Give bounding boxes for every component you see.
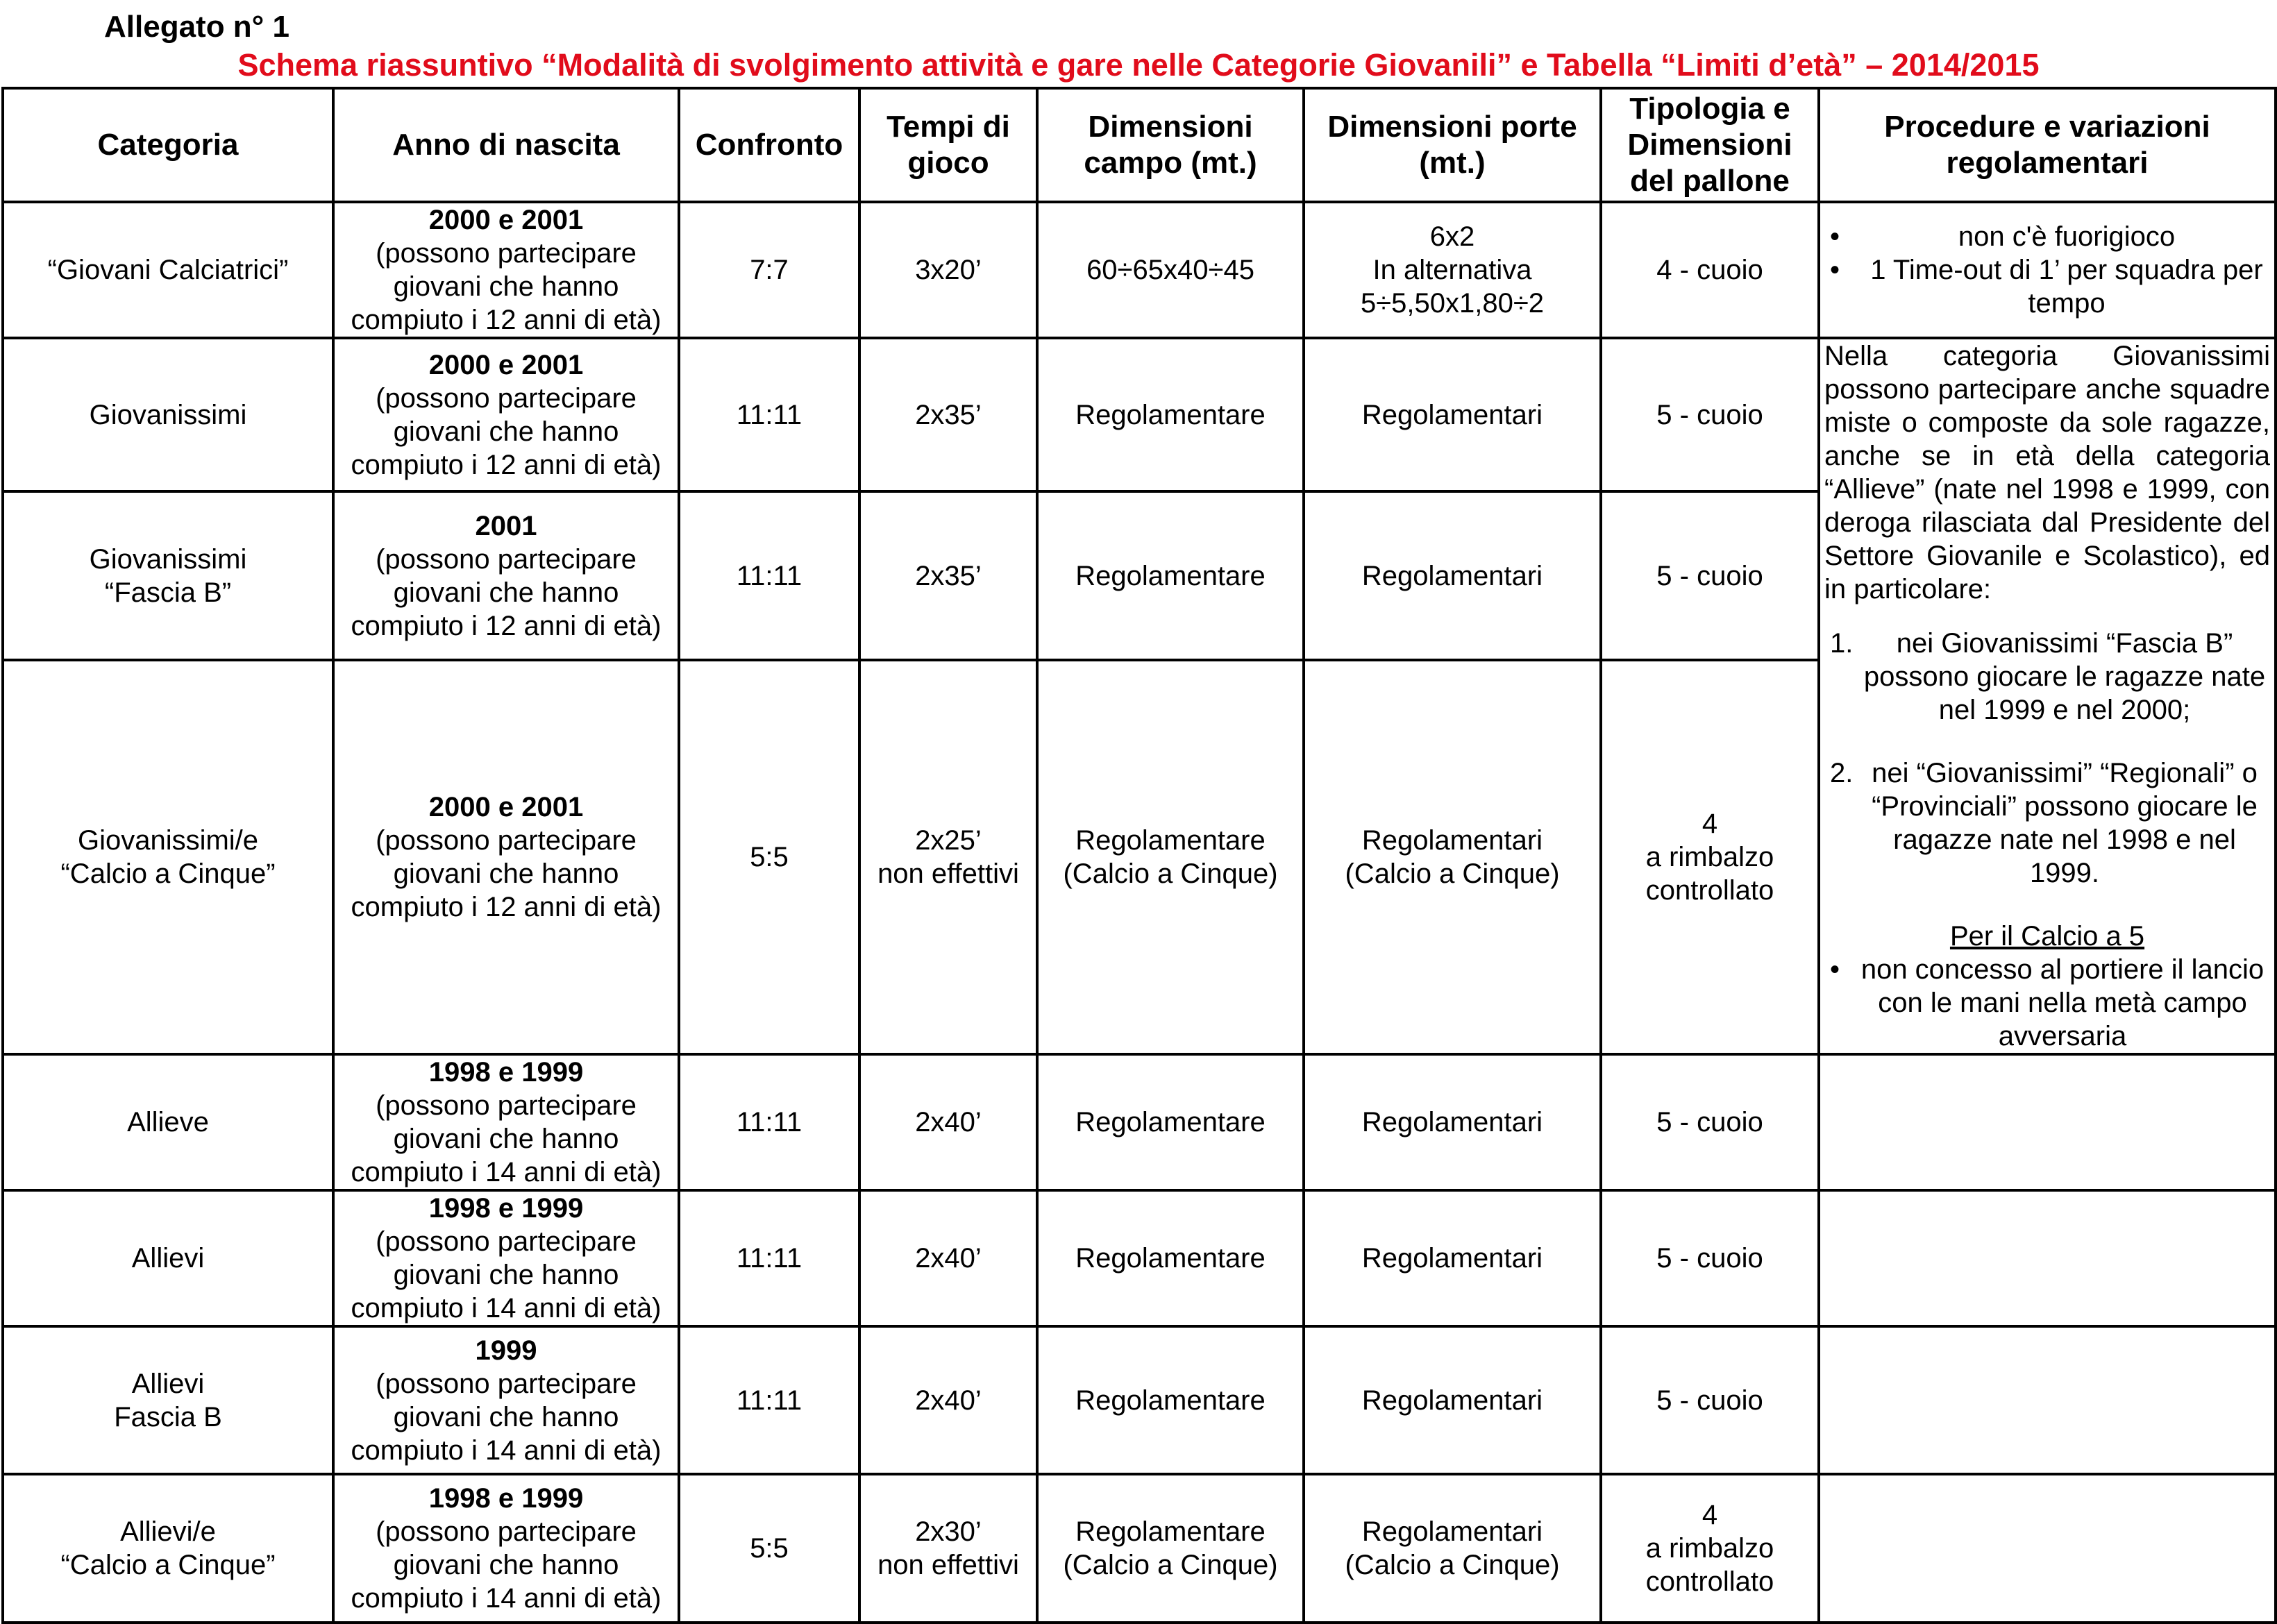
procedure-cell-empty: [1819, 1326, 2276, 1474]
pallone-cell: 4 - cuoio: [1601, 202, 1819, 338]
campo-cell: Regolamentare (Calcio a Cinque): [1037, 1474, 1304, 1623]
campo-cell: Regolamentare: [1037, 338, 1304, 491]
category-cell: Allievi Fascia B: [3, 1326, 333, 1474]
campo-cell: Regolamentare: [1037, 1326, 1304, 1474]
category-cell: Giovanissimi “Fascia B”: [3, 491, 333, 660]
pallone-cell: 4 a rimbalzo controllato: [1601, 1474, 1819, 1623]
pallone-cell: 4 a rimbalzo controllato: [1601, 660, 1819, 1054]
header-confronto: Confronto: [679, 88, 859, 202]
table-row: [3, 338, 2276, 491]
confronto-cell: 11:11: [679, 1054, 859, 1190]
calcio-a-5-list: [1824, 953, 2270, 1053]
calcio-a-5-heading: Per il Calcio a 5: [1949, 921, 2145, 951]
campo-cell: 60÷65x40÷45: [1037, 202, 1304, 338]
table-row: [3, 1190, 2276, 1326]
porte-cell: Regolamentari: [1304, 338, 1601, 491]
tempi-cell: 2x40’: [859, 1054, 1037, 1190]
porte-cell: Regolamentari: [1304, 1054, 1601, 1190]
campo-cell: Regolamentare: [1037, 1190, 1304, 1326]
tempi-cell: 2x40’: [859, 1190, 1037, 1326]
attachment-label: Allegato n° 1: [104, 10, 289, 44]
table-row: [3, 1474, 2276, 1623]
header-pallone: Tipologia e Dimensioni del pallone: [1601, 88, 1819, 202]
birth-year-cell: 2000 e 2001 (possono partecipare giovani che hanno compiuto i 12 anni di età): [333, 660, 679, 1054]
porte-cell: Regolamentari: [1304, 1190, 1601, 1326]
category-cell: Giovanissimi: [3, 338, 333, 491]
tempi-cell: 3x20’: [859, 202, 1037, 338]
pallone-cell: 5 - cuoio: [1601, 491, 1819, 660]
confronto-cell: 11:11: [679, 491, 859, 660]
procedure-cell-empty: [1819, 1190, 2276, 1326]
categories-table: [1, 87, 2277, 1624]
header-tempi: Tempi di gioco: [859, 88, 1037, 202]
birth-year-cell: 1998 e 1999 (possono partecipare giovani che hanno compiuto i 14 anni di età): [333, 1054, 679, 1190]
pallone-cell: 5 - cuoio: [1601, 1054, 1819, 1190]
procedure-list: [1824, 220, 2270, 320]
category-cell: Giovanissimi/e “Calcio a Cinque”: [3, 660, 333, 1054]
pallone-cell: 5 - cuoio: [1601, 1326, 1819, 1474]
category-cell: “Giovani Calciatrici”: [3, 202, 333, 338]
tempi-cell: 2x25’ non effettivi: [859, 660, 1037, 1054]
porte-cell: Regolamentari (Calcio a Cinque): [1304, 660, 1601, 1054]
birth-year-cell: 2000 e 2001 (possono partecipare giovani che hanno compiuto i 12 anni di età): [333, 202, 679, 338]
birth-year-cell: 1998 e 1999 (possono partecipare giovani che hanno compiuto i 14 anni di età): [333, 1190, 679, 1326]
table-row: [3, 1326, 2276, 1474]
confronto-cell: 11:11: [679, 338, 859, 491]
list-item: • non concesso al portiere il lancio con le mani nella metà campo avversaria: [1824, 953, 2270, 1053]
header-categoria: Categoria: [3, 88, 333, 202]
procedure-cell-calciatrici: [1819, 202, 2276, 338]
procedure-cell-empty: [1819, 1474, 2276, 1623]
table-row: [3, 202, 2276, 338]
porte-cell: Regolamentari (Calcio a Cinque): [1304, 1474, 1601, 1623]
category-cell: Allievi: [3, 1190, 333, 1326]
list-item: • 1 Time-out di 1’ per squadra per tempo: [1824, 253, 2270, 320]
confronto-cell: 5:5: [679, 660, 859, 1054]
confronto-cell: 11:11: [679, 1326, 859, 1474]
confronto-cell: 7:7: [679, 202, 859, 338]
header-anno: Anno di nascita: [333, 88, 679, 202]
birth-year-cell: 2001 (possono partecipare giovani che hanno compiuto i 12 anni di età): [333, 491, 679, 660]
category-cell: Allieve: [3, 1054, 333, 1190]
header-row: [3, 88, 2276, 202]
pallone-cell: 5 - cuoio: [1601, 338, 1819, 491]
list-item: • non c'è fuorigioco: [1824, 220, 2270, 253]
document-title: Schema riassuntivo “Modalità di svolgimento attività e gare nelle Categorie Giovanili” e Tabella “Limiti d’età” – 2014/2015: [237, 47, 2040, 83]
porte-cell: Regolamentari: [1304, 491, 1601, 660]
confronto-cell: 11:11: [679, 1190, 859, 1326]
procedure-cell-giovanissimi: [1819, 338, 2276, 1054]
porte-cell: 6x2 In alternativa 5÷5,50x1,80÷2: [1304, 202, 1601, 338]
header-porte: Dimensioni porte (mt.): [1304, 88, 1601, 202]
procedure-intro: Nella categoria Giovanissimi possono partecipare anche squadre miste o composte da sole ragazze, anche se in età della categoria “Allieve” (nate nel 1998 e 1999, con deroga rilasciata dal Presidente del Settore Giovanile e Scolastico), ed in particolare:: [1824, 341, 2270, 604]
header-campo: Dimensioni campo (mt.): [1037, 88, 1304, 202]
list-item: 2. nei “Giovanissimi” “Regionali” o “Provinciali” possono giocare le ragazze nate nel 1998 e nel 1999.: [1830, 758, 2258, 888]
category-cell: Allievi/e “Calcio a Cinque”: [3, 1474, 333, 1623]
porte-cell: Regolamentari: [1304, 1326, 1601, 1474]
birth-year-cell: 1999 (possono partecipare giovani che hanno compiuto i 14 anni di età): [333, 1326, 679, 1474]
confronto-cell: 5:5: [679, 1474, 859, 1623]
procedure-cell-empty: [1819, 1054, 2276, 1190]
tempi-cell: 2x40’: [859, 1326, 1037, 1474]
table-row: [3, 1054, 2276, 1190]
campo-cell: Regolamentare (Calcio a Cinque): [1037, 660, 1304, 1054]
tempi-cell: 2x35’: [859, 338, 1037, 491]
list-item: 1. nei Giovanissimi “Fascia B” possono giocare le ragazze nate nel 1999 e nel 2000;: [1830, 628, 2266, 725]
tempi-cell: 2x35’: [859, 491, 1037, 660]
tempi-cell: 2x30’ non effettivi: [859, 1474, 1037, 1623]
birth-year-cell: 1998 e 1999 (possono partecipare giovani che hanno compiuto i 14 anni di età): [333, 1474, 679, 1623]
procedure-numbered-list: [1824, 627, 2270, 890]
birth-year-cell: 2000 e 2001 (possono partecipare giovani che hanno compiuto i 12 anni di età): [333, 338, 679, 491]
pallone-cell: 5 - cuoio: [1601, 1190, 1819, 1326]
campo-cell: Regolamentare: [1037, 1054, 1304, 1190]
campo-cell: Regolamentare: [1037, 491, 1304, 660]
header-procedure: Procedure e variazioni regolamentari: [1819, 88, 2276, 202]
